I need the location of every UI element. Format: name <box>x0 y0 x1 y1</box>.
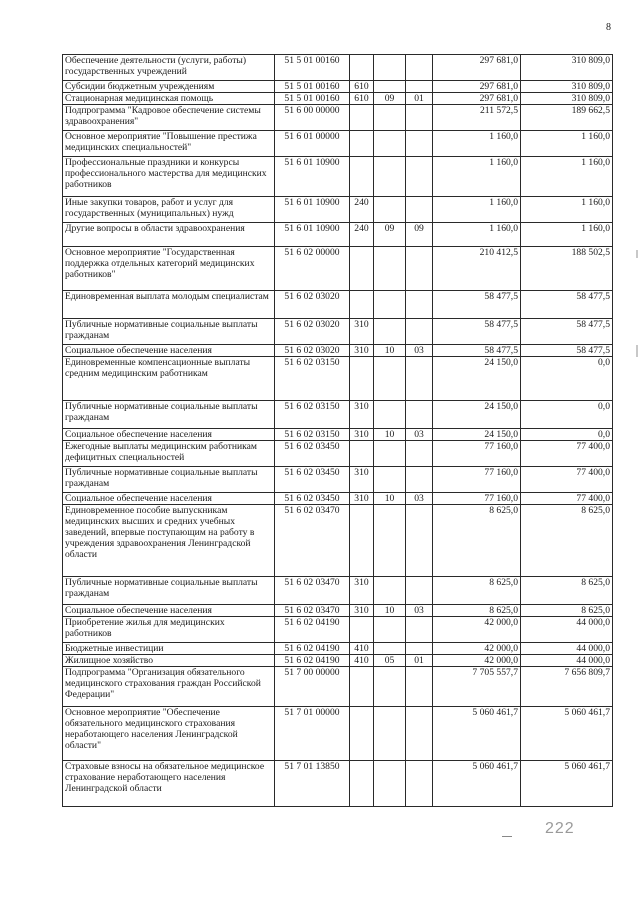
row-name: Публичные нормативные социальные выплаты гражданам <box>63 319 275 345</box>
row-subsection <box>406 761 433 807</box>
table-row <box>63 55 613 81</box>
row-expense-type: 310 <box>350 345 374 357</box>
table-row <box>63 93 613 105</box>
row-amount-first: 42 000,0 <box>433 643 521 655</box>
row-expense-type: 240 <box>350 197 374 223</box>
row-code: 51 6 02 03020 <box>275 345 350 357</box>
row-code: 51 6 02 03150 <box>275 401 350 429</box>
row-amount-first: 1 160,0 <box>433 223 521 247</box>
row-name: Единовременные компенсационные выплаты средним медицинским работникам <box>63 357 275 401</box>
row-name: Приобретение жилья для медицинских работников <box>63 617 275 643</box>
row-amount-first: 5 060 461,7 <box>433 761 521 807</box>
row-subsection <box>406 707 433 761</box>
page-stamp-number: 222 <box>545 820 575 837</box>
row-section: 09 <box>374 93 406 105</box>
row-amount-second: 77 400,0 <box>521 441 613 467</box>
row-subsection <box>406 319 433 345</box>
row-name: Профессиональные праздники и конкурсы профессионального мастерства для медицинских работников <box>63 157 275 197</box>
row-code: 51 6 01 10900 <box>275 223 350 247</box>
row-amount-second: 7 656 809,7 <box>521 667 613 707</box>
row-amount-first: 7 705 557,7 <box>433 667 521 707</box>
row-amount-second: 58 477,5 <box>521 319 613 345</box>
row-amount-second: 1 160,0 <box>521 197 613 223</box>
row-name: Другие вопросы в области здравоохранения <box>63 223 275 247</box>
row-expense-type <box>350 441 374 467</box>
table-row <box>63 357 613 401</box>
row-amount-second: 44 000,0 <box>521 655 613 667</box>
row-code: 51 6 02 03020 <box>275 291 350 319</box>
row-section <box>374 617 406 643</box>
row-amount-second: 44 000,0 <box>521 643 613 655</box>
row-code: 51 6 02 04190 <box>275 643 350 655</box>
row-amount-second: 0,0 <box>521 401 613 429</box>
table-row <box>63 247 613 291</box>
table-row <box>63 707 613 761</box>
row-subsection <box>406 247 433 291</box>
row-code: 51 6 02 03450 <box>275 493 350 505</box>
row-amount-first: 1 160,0 <box>433 197 521 223</box>
row-amount-second: 5 060 461,7 <box>521 761 613 807</box>
row-section: 09 <box>374 223 406 247</box>
row-amount-first: 1 160,0 <box>433 131 521 157</box>
row-subsection: 09 <box>406 223 433 247</box>
table-row <box>63 441 613 467</box>
row-subsection: 03 <box>406 345 433 357</box>
row-subsection <box>406 643 433 655</box>
row-expense-type: 310 <box>350 605 374 617</box>
row-section <box>374 577 406 605</box>
scan-edge-mark <box>636 250 638 258</box>
table-row <box>63 617 613 643</box>
table-row <box>63 467 613 493</box>
row-section <box>374 667 406 707</box>
row-subsection <box>406 197 433 223</box>
row-subsection <box>406 81 433 93</box>
row-subsection <box>406 577 433 605</box>
row-subsection <box>406 667 433 707</box>
row-amount-second: 8 625,0 <box>521 505 613 577</box>
row-expense-type: 310 <box>350 429 374 441</box>
row-amount-second: 310 809,0 <box>521 55 613 81</box>
pen-dash <box>502 836 512 837</box>
row-name: Основное мероприятие "Повышение престижа медицинских специальностей" <box>63 131 275 157</box>
row-section <box>374 505 406 577</box>
row-expense-type: 240 <box>350 223 374 247</box>
row-expense-type <box>350 131 374 157</box>
table-row <box>63 577 613 605</box>
row-expense-type: 310 <box>350 467 374 493</box>
row-amount-second: 310 809,0 <box>521 93 613 105</box>
row-amount-first: 8 625,0 <box>433 577 521 605</box>
row-section: 10 <box>374 345 406 357</box>
row-name: Страховые взносы на обязательное медицинское страхование неработающего населения Ленинградской области <box>63 761 275 807</box>
row-amount-second: 77 400,0 <box>521 493 613 505</box>
row-expense-type <box>350 617 374 643</box>
row-name: Основное мероприятие "Государственная поддержка отдельных категорий медицинских работников" <box>63 247 275 291</box>
row-amount-first: 42 000,0 <box>433 617 521 643</box>
row-section <box>374 441 406 467</box>
row-code: 51 7 00 00000 <box>275 667 350 707</box>
table-row <box>63 157 613 197</box>
row-code: 51 6 01 10900 <box>275 157 350 197</box>
table-row <box>63 493 613 505</box>
row-section: 10 <box>374 493 406 505</box>
row-section: 10 <box>374 605 406 617</box>
page-number: 8 <box>606 22 611 33</box>
row-section <box>374 319 406 345</box>
row-section <box>374 357 406 401</box>
row-name: Подпрограмма "Организация обязательного медицинского страхования граждан Российской Федерации" <box>63 667 275 707</box>
row-amount-second: 188 502,5 <box>521 247 613 291</box>
row-amount-second: 58 477,5 <box>521 345 613 357</box>
row-amount-second: 58 477,5 <box>521 291 613 319</box>
budget-table <box>62 54 613 807</box>
row-expense-type: 610 <box>350 81 374 93</box>
row-section: 05 <box>374 655 406 667</box>
row-amount-first: 297 681,0 <box>433 93 521 105</box>
row-name: Субсидии бюджетным учреждениям <box>63 81 275 93</box>
row-amount-first: 24 150,0 <box>433 401 521 429</box>
row-amount-first: 8 625,0 <box>433 505 521 577</box>
row-expense-type: 410 <box>350 655 374 667</box>
table-row <box>63 223 613 247</box>
row-subsection <box>406 467 433 493</box>
row-amount-first: 77 160,0 <box>433 493 521 505</box>
row-subsection <box>406 157 433 197</box>
table-row <box>63 131 613 157</box>
row-name: Публичные нормативные социальные выплаты гражданам <box>63 577 275 605</box>
row-code: 51 6 01 00000 <box>275 131 350 157</box>
row-name: Подпрограмма "Кадровое обеспечение системы здравоохранения" <box>63 105 275 131</box>
row-amount-first: 210 412,5 <box>433 247 521 291</box>
row-section <box>374 643 406 655</box>
row-section <box>374 197 406 223</box>
row-code: 51 6 02 03150 <box>275 429 350 441</box>
row-expense-type: 610 <box>350 93 374 105</box>
row-amount-second: 8 625,0 <box>521 605 613 617</box>
row-amount-first: 58 477,5 <box>433 319 521 345</box>
row-expense-type <box>350 105 374 131</box>
row-amount-first: 297 681,0 <box>433 55 521 81</box>
row-name: Социальное обеспечение населения <box>63 605 275 617</box>
row-amount-first: 58 477,5 <box>433 345 521 357</box>
row-name: Единовременное пособие выпускникам медицинских высших и средних учебных заведений, впервые поступающим на работу в учреждения здравоохранения Ленинградской области <box>63 505 275 577</box>
row-subsection: 03 <box>406 429 433 441</box>
table-row <box>63 655 613 667</box>
row-expense-type: 310 <box>350 401 374 429</box>
row-amount-first: 77 160,0 <box>433 441 521 467</box>
row-expense-type: 310 <box>350 493 374 505</box>
row-amount-first: 24 150,0 <box>433 357 521 401</box>
row-name: Единовременная выплата молодым специалистам <box>63 291 275 319</box>
row-code: 51 6 02 03450 <box>275 467 350 493</box>
row-amount-second: 5 060 461,7 <box>521 707 613 761</box>
row-code: 51 6 02 04190 <box>275 655 350 667</box>
row-subsection: 03 <box>406 493 433 505</box>
row-name: Основное мероприятие "Обеспечение обязательного медицинского страхования неработающего населения Ленинградской области" <box>63 707 275 761</box>
row-subsection <box>406 357 433 401</box>
row-section <box>374 291 406 319</box>
row-name: Социальное обеспечение населения <box>63 493 275 505</box>
table-row <box>63 291 613 319</box>
row-code: 51 6 02 03020 <box>275 319 350 345</box>
row-section: 10 <box>374 429 406 441</box>
row-amount-first: 297 681,0 <box>433 81 521 93</box>
row-name: Обеспечение деятельности (услуги, работы) государственных учреждений <box>63 55 275 81</box>
table-row <box>63 81 613 93</box>
row-section <box>374 761 406 807</box>
table-row <box>63 401 613 429</box>
row-section <box>374 467 406 493</box>
row-expense-type <box>350 505 374 577</box>
row-subsection <box>406 401 433 429</box>
row-name: Публичные нормативные социальные выплаты гражданам <box>63 467 275 493</box>
table-row <box>63 667 613 707</box>
row-expense-type: 310 <box>350 577 374 605</box>
row-code: 51 6 02 03470 <box>275 605 350 617</box>
row-name: Стационарная медицинская помощь <box>63 93 275 105</box>
row-code: 51 6 02 00000 <box>275 247 350 291</box>
budget-table-body <box>63 55 613 807</box>
row-subsection <box>406 441 433 467</box>
row-subsection <box>406 617 433 643</box>
row-name: Социальное обеспечение населения <box>63 429 275 441</box>
row-amount-second: 1 160,0 <box>521 157 613 197</box>
row-code: 51 7 01 13850 <box>275 761 350 807</box>
row-name: Ежегодные выплаты медицинским работникам дефицитных специальностей <box>63 441 275 467</box>
row-subsection <box>406 131 433 157</box>
row-expense-type <box>350 761 374 807</box>
row-code: 51 5 01 00160 <box>275 93 350 105</box>
row-code: 51 6 02 03150 <box>275 357 350 401</box>
row-name: Жилищное хозяйство <box>63 655 275 667</box>
row-code: 51 6 02 03470 <box>275 505 350 577</box>
row-amount-second: 310 809,0 <box>521 81 613 93</box>
row-amount-second: 1 160,0 <box>521 131 613 157</box>
row-amount-first: 24 150,0 <box>433 429 521 441</box>
row-code: 51 6 02 03450 <box>275 441 350 467</box>
row-section <box>374 81 406 93</box>
row-subsection <box>406 55 433 81</box>
row-expense-type <box>350 157 374 197</box>
table-row <box>63 505 613 577</box>
row-section <box>374 247 406 291</box>
table-row <box>63 105 613 131</box>
scan-edge-mark <box>636 345 638 357</box>
row-code: 51 6 00 00000 <box>275 105 350 131</box>
table-row <box>63 429 613 441</box>
row-code: 51 5 01 00160 <box>275 81 350 93</box>
row-expense-type <box>350 357 374 401</box>
row-expense-type <box>350 291 374 319</box>
row-amount-first: 8 625,0 <box>433 605 521 617</box>
row-section <box>374 105 406 131</box>
table-row <box>63 319 613 345</box>
row-name: Социальное обеспечение населения <box>63 345 275 357</box>
row-expense-type: 310 <box>350 319 374 345</box>
row-amount-first: 211 572,5 <box>433 105 521 131</box>
row-section <box>374 131 406 157</box>
row-section <box>374 401 406 429</box>
row-code: 51 6 01 10900 <box>275 197 350 223</box>
row-code: 51 5 01 00160 <box>275 55 350 81</box>
row-amount-second: 0,0 <box>521 429 613 441</box>
row-amount-first: 5 060 461,7 <box>433 707 521 761</box>
row-section <box>374 55 406 81</box>
row-amount-second: 1 160,0 <box>521 223 613 247</box>
row-code: 51 7 01 00000 <box>275 707 350 761</box>
row-amount-first: 58 477,5 <box>433 291 521 319</box>
row-expense-type <box>350 55 374 81</box>
row-amount-first: 42 000,0 <box>433 655 521 667</box>
row-subsection <box>406 505 433 577</box>
row-section <box>374 157 406 197</box>
row-name: Иные закупки товаров, работ и услуг для государственных (муниципальных) нужд <box>63 197 275 223</box>
row-expense-type <box>350 707 374 761</box>
table-row <box>63 345 613 357</box>
row-section <box>374 707 406 761</box>
row-expense-type: 410 <box>350 643 374 655</box>
row-code: 51 6 02 03470 <box>275 577 350 605</box>
row-subsection <box>406 291 433 319</box>
row-amount-second: 8 625,0 <box>521 577 613 605</box>
row-amount-first: 1 160,0 <box>433 157 521 197</box>
table-row <box>63 605 613 617</box>
row-name: Бюджетные инвестиции <box>63 643 275 655</box>
row-expense-type <box>350 247 374 291</box>
row-amount-second: 0,0 <box>521 357 613 401</box>
row-amount-first: 77 160,0 <box>433 467 521 493</box>
row-code: 51 6 02 04190 <box>275 617 350 643</box>
row-subsection: 01 <box>406 93 433 105</box>
row-expense-type <box>350 667 374 707</box>
row-subsection <box>406 105 433 131</box>
row-subsection: 03 <box>406 605 433 617</box>
row-amount-second: 189 662,5 <box>521 105 613 131</box>
table-row <box>63 643 613 655</box>
table-row <box>63 761 613 807</box>
row-name: Публичные нормативные социальные выплаты гражданам <box>63 401 275 429</box>
row-subsection: 01 <box>406 655 433 667</box>
row-amount-second: 44 000,0 <box>521 617 613 643</box>
table-row <box>63 197 613 223</box>
row-amount-second: 77 400,0 <box>521 467 613 493</box>
